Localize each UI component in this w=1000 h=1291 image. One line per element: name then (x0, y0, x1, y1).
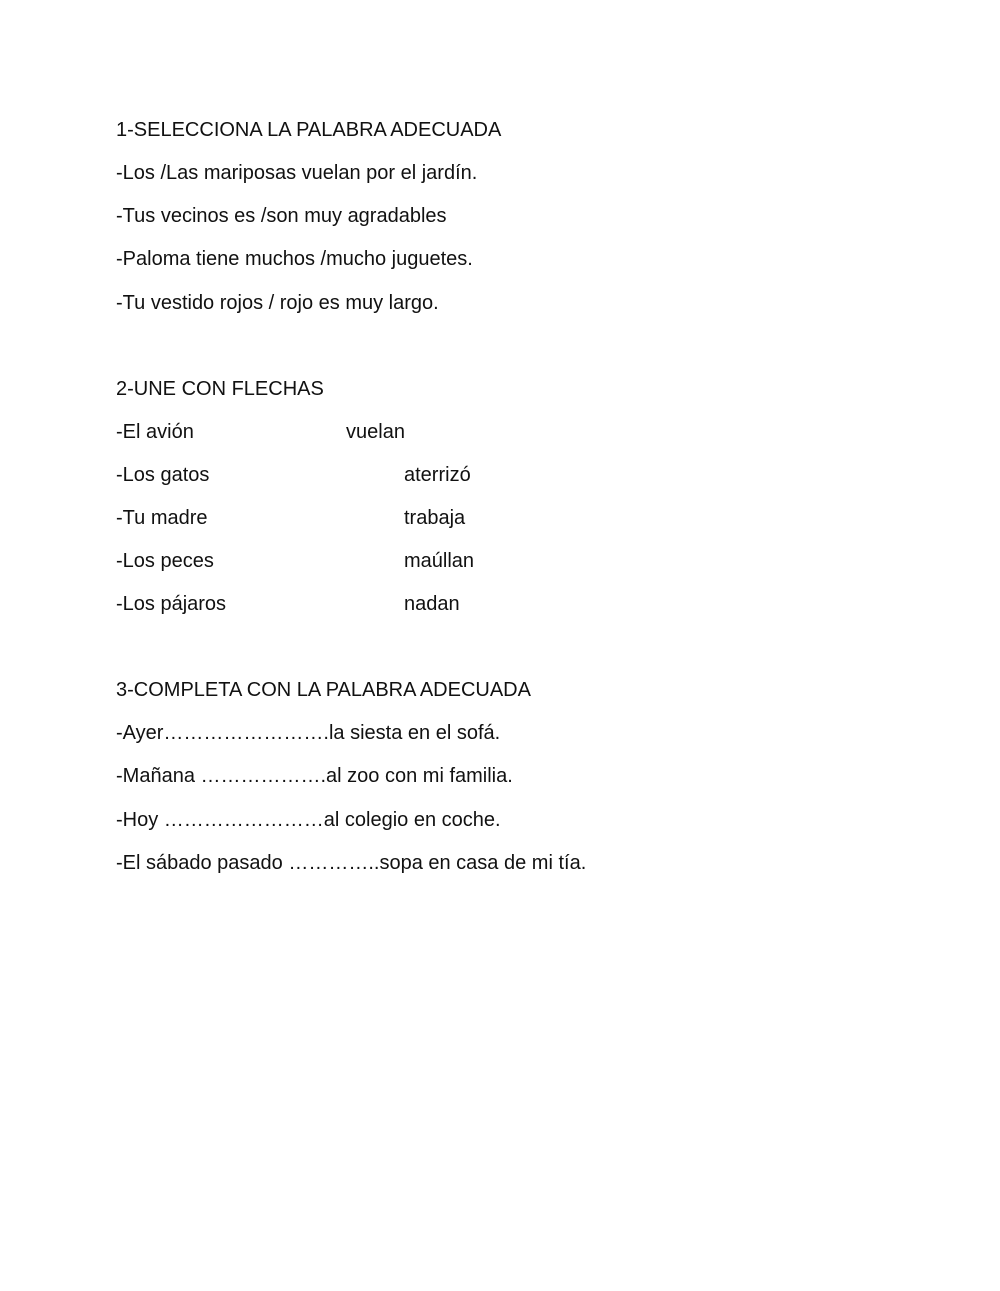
section1-item: -Tus vecinos es /son muy agradables (116, 205, 447, 227)
section1-item: -Paloma tiene muchos /mucho juguetes. (116, 248, 473, 270)
match-right-item: vuelan (346, 421, 405, 443)
match-right-item: nadan (404, 593, 460, 615)
section3-item: -Mañana ……………….al zoo con mi familia. (116, 765, 513, 787)
section3-item: -El sábado pasado …………..sopa en casa de mi tía. (116, 852, 587, 874)
section3-item: -Hoy ……………………al colegio en coche. (116, 809, 501, 831)
section1-heading: 1-SELECCIONA LA PALABRA ADECUADA (116, 119, 502, 141)
section2-heading: 2-UNE CON FLECHAS (116, 378, 324, 400)
match-right-item: aterrizó (404, 464, 471, 486)
match-right-item: maúllan (404, 550, 475, 572)
match-left-item: -Los pájaros (116, 593, 227, 615)
match-right-item: trabaja (404, 507, 466, 529)
match-left-item: -Los gatos (116, 464, 210, 486)
section1-item: -Tu vestido rojos / rojo es muy largo. (116, 292, 439, 314)
section3-heading: 3-COMPLETA CON LA PALABRA ADECUADA (116, 679, 531, 701)
match-left-item: -Tu madre (116, 507, 208, 529)
section1-item: -Los /Las mariposas vuelan por el jardín. (116, 162, 478, 184)
section3-item: -Ayer…………………….la siesta en el sofá. (116, 722, 501, 744)
match-left-item: -El avión (116, 421, 194, 443)
match-left-item: -Los peces (116, 550, 214, 572)
